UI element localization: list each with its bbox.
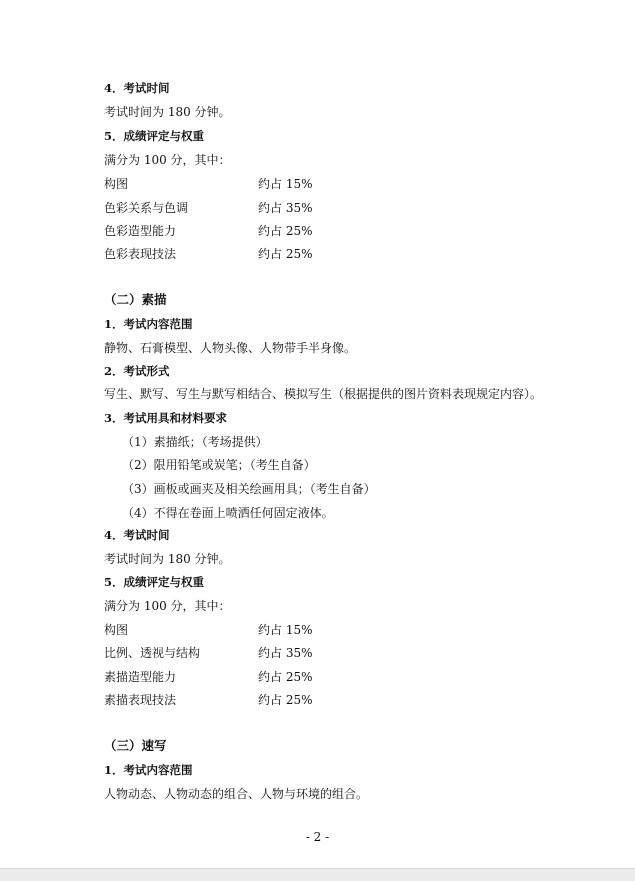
page-number: - 2 - [305, 830, 330, 844]
weight-item: 色彩表现技法 [104, 247, 177, 261]
score-text: 满分为 100 分，其中： [104, 153, 231, 167]
section-title-sketch: （二）素描 [104, 292, 167, 307]
viewer-bottom-edge [0, 868, 635, 881]
weight-item: 比例、透视与结构 [104, 646, 201, 660]
content-text: 人物动态、人物动态的组合、人物与环境的组合。 [104, 787, 369, 801]
weight-value: 约占 25% [258, 247, 313, 261]
weight-value: 约占 35% [258, 201, 313, 215]
score-text: 满分为 100 分，其中： [104, 599, 231, 613]
heading-score-weight: 5．成绩评定与权重 [104, 575, 205, 589]
heading-tools: 3．考试用具和材料要求 [104, 411, 228, 425]
weight-item: 素描表现技法 [104, 693, 177, 707]
heading-exam-form: 2．考试形式 [104, 364, 170, 378]
tool-item: （1）素描纸；（考场提供） [122, 435, 268, 449]
weight-value: 约占 25% [258, 693, 313, 707]
exam-time-text: 考试时间为 180 分钟。 [104, 105, 231, 119]
tool-item: （4）不得在卷面上喷洒任何固定液体。 [122, 506, 334, 520]
weight-item: 色彩造型能力 [104, 224, 177, 238]
weight-value: 约占 35% [258, 646, 313, 660]
weight-item: 色彩关系与色调 [104, 201, 189, 215]
content-text: 静物、石膏模型、人物头像、人物带手半身像。 [104, 341, 357, 355]
weight-value: 约占 25% [258, 670, 313, 684]
exam-time-text: 考试时间为 180 分钟。 [104, 552, 231, 566]
weight-value: 约占 25% [258, 224, 313, 238]
weight-item: 构图 [104, 623, 129, 637]
exam-form-text: 写生、默写、写生与默写相结合、模拟写生（根据提供的图片资料表现规定内容）。 [104, 387, 543, 401]
heading-score-weight: 5．成绩评定与权重 [104, 129, 205, 143]
tool-item: （2）限用铅笔或炭笔；（考生自备） [122, 458, 316, 472]
heading-exam-time: 4．考试时间 [104, 528, 170, 542]
weight-value: 约占 15% [258, 177, 313, 191]
weight-value: 约占 15% [258, 623, 313, 637]
heading-content-range: 1．考试内容范围 [104, 317, 193, 331]
section-title-speed-sketch: （三）速写 [104, 738, 167, 753]
weight-item: 素描造型能力 [104, 670, 177, 684]
heading-exam-time: 4．考试时间 [104, 81, 170, 95]
tool-item: （3）画板或画夹及相关绘画用具；（考生自备） [122, 482, 376, 496]
heading-content-range: 1．考试内容范围 [104, 763, 193, 777]
weight-item: 构图 [104, 177, 129, 191]
